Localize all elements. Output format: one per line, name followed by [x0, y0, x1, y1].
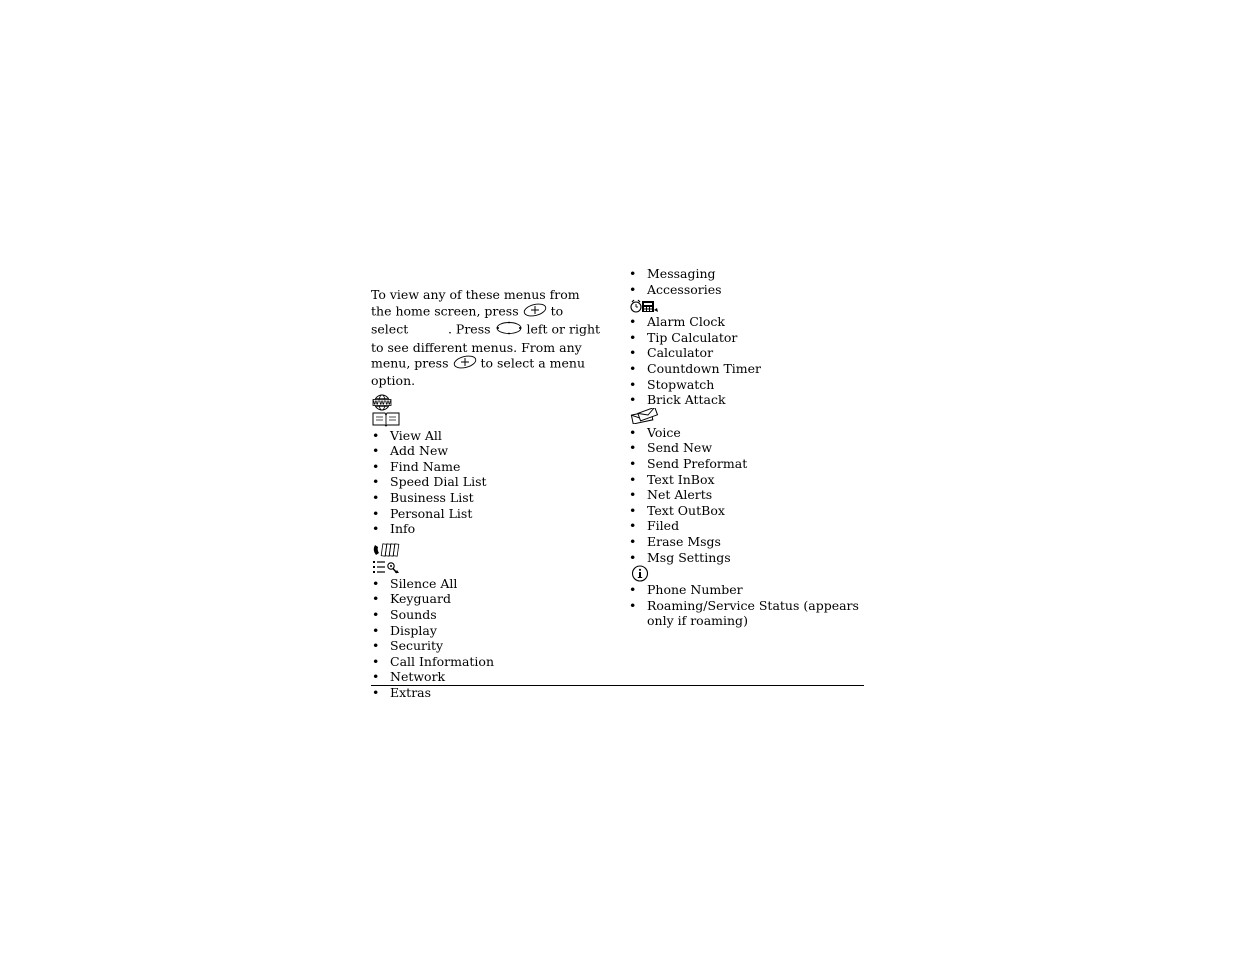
list-item: • Add New — [371, 443, 601, 459]
list-item: • Erase Msgs — [628, 534, 868, 550]
svg-text:WWW: WWW — [372, 400, 392, 407]
list-item: • Phone Number — [628, 582, 868, 598]
list-item: • Roaming/Service Status (appears only if roaming) — [628, 598, 868, 629]
list-item: • Display — [371, 623, 601, 639]
intro-paragraph — [371, 287, 601, 389]
intro-text-5: to select a menu option. — [371, 355, 585, 388]
list-item: • Filed — [628, 518, 868, 534]
list-item: • Brick Attack — [628, 392, 868, 408]
info-menu-row — [628, 565, 868, 582]
list-item: • Net Alerts — [628, 487, 868, 503]
messaging-menu-row — [628, 408, 868, 425]
info-icon — [628, 565, 652, 582]
list-item: • Extras — [371, 685, 601, 701]
accessories-menu-row — [628, 297, 868, 314]
intro-text-3: . Press — [447, 321, 491, 337]
accessories-menu-list — [628, 314, 868, 408]
accessories-icon — [628, 298, 660, 314]
list-item: • Sounds — [371, 607, 601, 623]
intro-text-2: to select — [371, 302, 564, 337]
messaging-menu-list — [628, 425, 868, 565]
web-globe-icon — [371, 394, 393, 411]
web-menu-row — [371, 394, 601, 411]
list-item: • Messaging — [628, 266, 868, 282]
list-item: • Business List — [371, 490, 601, 506]
list-item: • Speed Dial List — [371, 474, 601, 490]
nav-key-icon — [495, 320, 523, 340]
phonebook-icon — [371, 411, 401, 427]
top-menu-list — [628, 266, 868, 297]
list-item: • Calculator — [628, 345, 868, 361]
list-item: • Accessories — [628, 282, 868, 298]
phonebook-menu-row — [371, 411, 601, 428]
recent-calls-icon — [371, 542, 401, 558]
list-item: • Call Information — [371, 654, 601, 670]
plus-key-icon — [523, 303, 547, 321]
phonebook-menu-list — [371, 428, 601, 537]
recent-calls-menu-row — [371, 542, 601, 559]
list-item: • View All — [371, 428, 601, 444]
info-menu-list — [628, 582, 868, 629]
list-item: • Text InBox — [628, 472, 868, 488]
list-item: • Voice — [628, 425, 868, 441]
list-item: • Tip Calculator — [628, 330, 868, 346]
list-item: • Find Name — [371, 459, 601, 475]
list-item: • Silence All — [371, 576, 601, 592]
list-item: • Countdown Timer — [628, 361, 868, 377]
list-item: • Text OutBox — [628, 503, 868, 519]
list-item: • Msg Settings — [628, 550, 868, 566]
settings-icon — [371, 559, 401, 575]
settings-menu-row — [371, 559, 601, 576]
settings-menu-list — [371, 576, 601, 701]
list-item: • Alarm Clock — [628, 314, 868, 330]
intro-text-4: left or right to see different menus. From any menu, press — [371, 321, 601, 371]
list-item: • Info — [371, 521, 601, 537]
list-item: • Security — [371, 638, 601, 654]
list-item: • Send New — [628, 440, 868, 456]
list-item: • Stopwatch — [628, 377, 868, 393]
list-item: • Personal List — [371, 506, 601, 522]
page-divider — [371, 685, 864, 686]
right-column — [628, 266, 868, 629]
intro-text-1: To view any of these menus from the home screen, press — [371, 287, 580, 318]
list-item: • Keyguard — [371, 591, 601, 607]
left-column — [371, 287, 601, 700]
messaging-icon — [628, 408, 660, 424]
plus-key-icon — [453, 355, 477, 373]
list-item: • Network — [371, 669, 601, 685]
list-item: • Send Preformat — [628, 456, 868, 472]
